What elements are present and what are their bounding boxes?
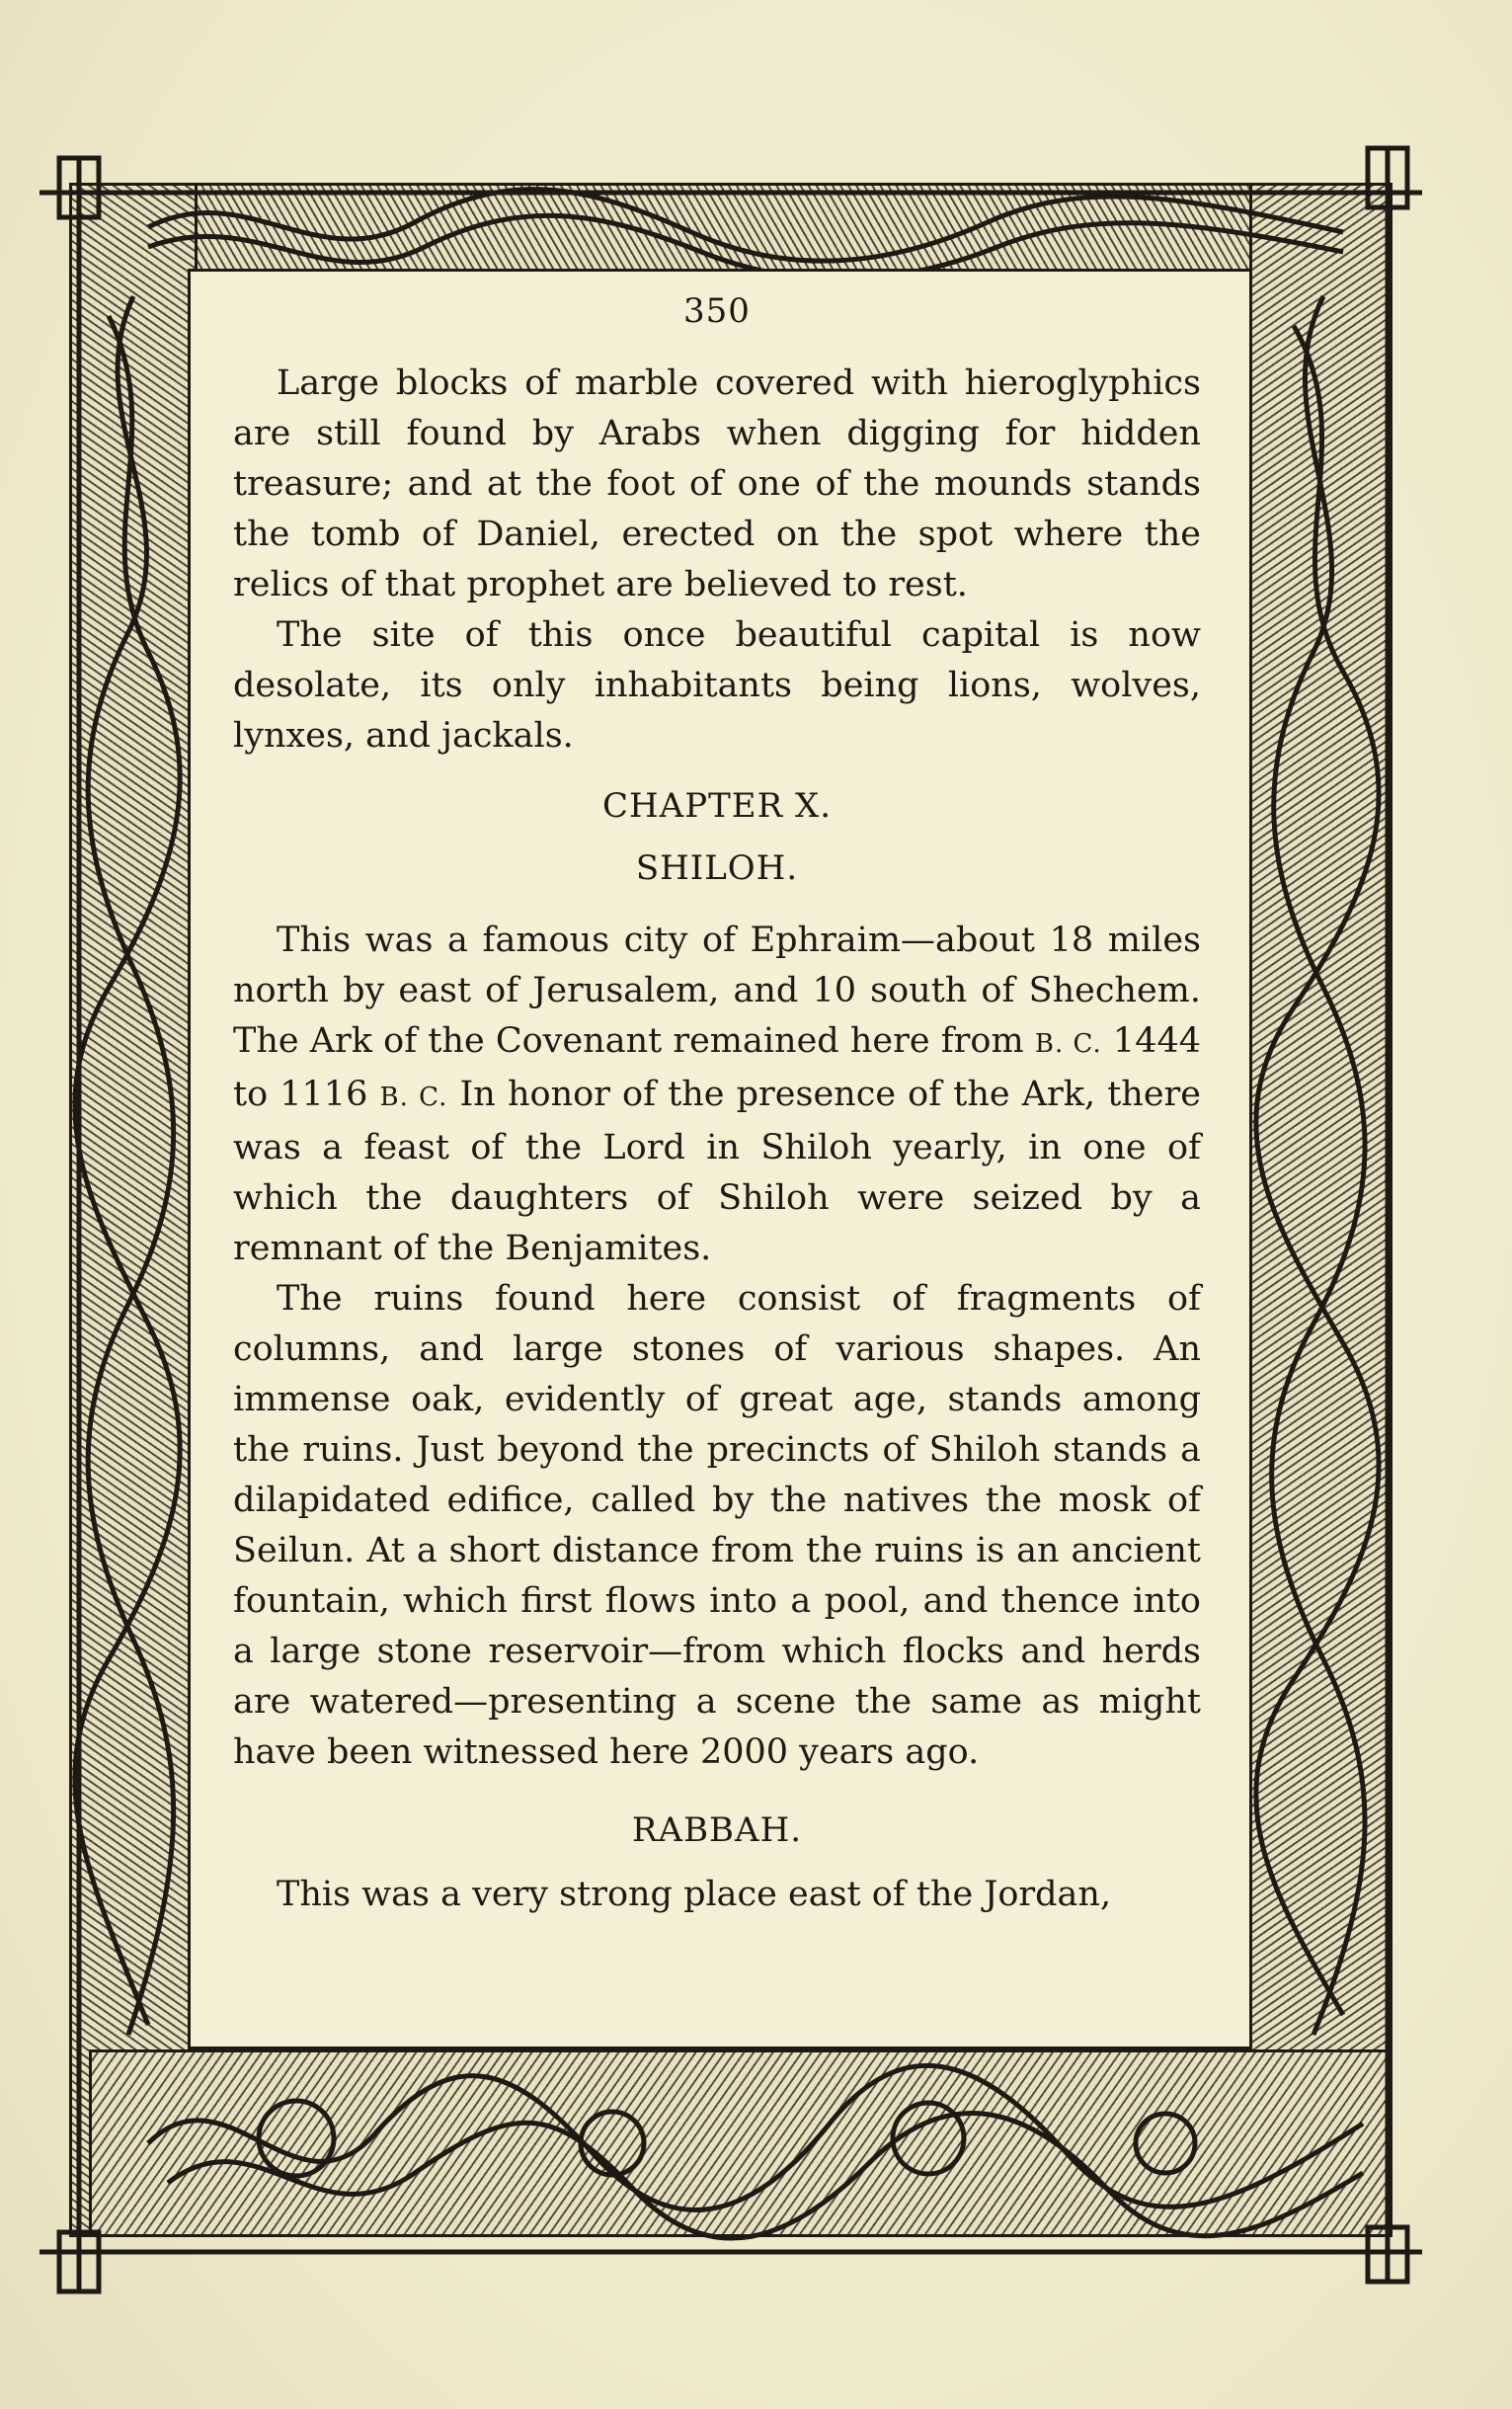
era-abbreviation: B. C. <box>379 1083 448 1112</box>
paragraph-shiloh-history <box>233 916 1201 1274</box>
section-title-shiloh: SHILOH. <box>635 848 799 888</box>
paragraph-shiloh-ruins: The ruins found here consist of fragments of columns, and large stones of various shapes. An immense oak, evidently of great age, stands among the ruins. Just beyond the precincts of Shiloh stands a dilapidated edifice, called by the natives the mosk of Seilun. At a short distance from the ruins is an ancient fountain, which first flows into a pool, and thence into a large stone reservoir—from which flocks and herds are watered—presenting a scene the same as might have been witnessed here 2000 years ago. <box>233 1279 1201 1772</box>
era-abbreviation: B. C. <box>1034 1029 1102 1059</box>
chapter-heading: CHAPTER X. <box>601 786 832 826</box>
paragraph-marble-blocks: Large blocks of marble covered with hieroglyphics are still found by Arabs when digging for hidden treasure; and at the foot of one of the mounds stands the tomb of Daniel, erected on the spot where the relics of that prophet are believed to rest. <box>233 363 1201 604</box>
page-text <box>233 286 1201 1920</box>
shiloh-text-start: This was a famous city of Ephraim—about 18 miles north by east of Jerusalem, and 10 south of Shechem. The Ark of the Covenant remained here from <box>233 921 1201 1061</box>
section-title-rabbah: RABBAH. <box>631 1810 803 1850</box>
shiloh-text-end: In honor of the presence of the Ark, there was a feast of the Lord in Shiloh yearly, in one of which the daughters of Shiloh were seized by a remnant of the Benjamites. <box>233 1075 1201 1268</box>
year-range: 1444 to 1116 <box>233 1021 1202 1114</box>
page-number: 350 <box>683 291 751 331</box>
paragraph-site-desolate: The site of this once beautiful capital is now desolate, its only inhabitants being lions, wolves, lynxes, and jackals. <box>233 615 1201 756</box>
paragraph-rabbah-start: This was a very strong place east of the Jordan, <box>277 1875 1112 1914</box>
